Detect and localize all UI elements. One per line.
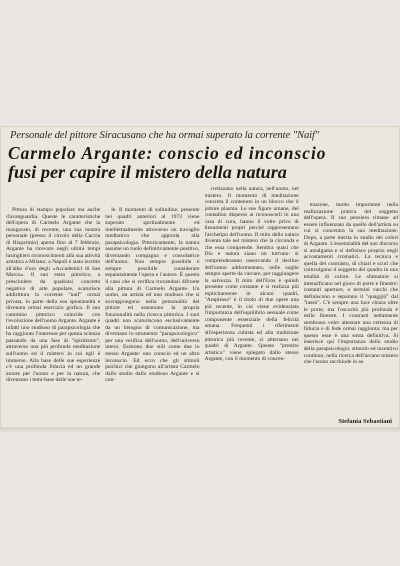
article-body (6, 186, 398, 418)
headline-line-1: Carmelo Argante: conscio ed inconscio (8, 143, 327, 163)
article-headline (8, 144, 398, 182)
paper-edge-shadow (0, 428, 400, 434)
newspaper-clipping (0, 126, 400, 428)
article-kicker: Personale del pittore Siracusano che ha ormai superato la corrente "Naif" (10, 130, 320, 141)
headline-line-2: fusi per capire il mistero della natura (8, 162, 287, 182)
article-column-3 (205, 186, 299, 418)
column-3-text: cretizzano nella natura, nell'uomo, nel mistero. Il momento di meditazione concreta il contenuto in un blocco che il pittore plasma. Le sue figure umane, del contadino disperso ai riconoscerli in una casa di cura, hanno il volto privo di lineamenti propri perché rappresentano l'archetipo dell'uomo. Il mito della natura diventa tale nel mistero che la circonda e che essa comprende. Sembra quasi che Dio e natura siano un tutt'uno: si comprenderanno osservando il declino dell'uomo addormentato, nelle soglie sempre aperte da varcare, per raggiungere la salvezza. Il mito dell'Eros è quindi presente come costante e si realizza più esplicitamente in alcuni quadri, "Amplesso" è il titolo di due opere una più recente, in cui viene evidenziata l'importanza dell'equilibrio sessuale come componente essenziale della felicità umana. Frequenti i riferimenti all'esperienza cubista ed alla tradizione pittorica più recente, si alternano nei quadri di Argante. Questo "prestito artistico" viene spiegato dallo stesso Argante, con il momento di concen- (204, 186, 299, 363)
column-4-text: trazione, molto importante nella realizzazione pratica del soggetto dell'opera. Il suo pensiero rimane ad essere influenzato da quello dell'artista su cui si concentra la sua meditazione. Dopo, a parte merita lo studio dei colori di Argante. L'essenzialità del suo discorso si amalgama e si definisce proprio negli accostamenti cromatici. La tecnica e quella del contrasto, di chiari e scuri che coinvolgono il soggetto del quadro in una totalità di calore. Le sfumature si intensificano nel gioco di porte e finestre: costanti aperture, o termini varchi che definiscono e separano il "quaggiù" dal "lassù". C'è sempre una luce chiara oltre le porte, ma l'oscurità più profonda è nelle finestre. I contrasti nettamente sembrano voler attestare una certezza di fiducia e di fede ormai raggiunta; ma per questo esse è una sosta definitiva. Si inserisce qui l'importanza dello studio della parapsicologia: stimolo ed incentivo continuo, nella ricerca dell'arcano mistero che l'uomo racchiude in se. (303, 202, 398, 366)
column-1-text: Pittura di stampo popolare ma anche d'avanguardia. Queste le caratteristiche dell'opera di Carmelo Argante che la inaugurato, di recente, una sua mostra personale (presso il circolo della Caccia di Risparmio) aperta fino al 7 febbraio. Argante ha ricevuto negli ultimi tempi lusinghieri riconoscimenti alla sua attività artistica a Milano; a Napoli è stato iscritto all'albo d'oro degli «Accademici di San Marco». Il suo estro pittorico, a prescindere da qualsiasi concetto negativo di arte popolare, scaturisce addirittura la corrente "naif" ormai privata, in parte della sua spontaneità e divenuta ormai esercizio grafico. Il suo cammino pittorico coincide con l'evoluzione dell'uomo Argante. Argante è infatti uno studioso di parapsicologia che ha raggiunto l'interesse per questa scienza passando da una fase di "spiritismo", attraverso una più profonda meditazione sull'uomo ed il mistero in cui egli è immerso. Alla base delle sue esperienze c'è una profonda fiducia ed un grande amore per l'uomo e per la natura, che diventano i temi-base delle sue te- (6, 207, 101, 384)
article-column-2 (105, 186, 199, 418)
article-column-4 (304, 186, 398, 418)
column-2-text: le. Il momento di solitudine, presente nei quadri anteriori al 1973 viene superato spiritualmente ed intellettualmente attraverso un travaglio meditativo che approda alla parapsicologia. Pittoricamente, la natura assume un ruolo definitivamente positivo, diventando compagna e consolatrice dell'uomo. Non sempre possibile è sempre possibile considerare separatamente l'opera e l'autore. È questo il caso che si verifica trovandosi difronte alla pittura di Carmelo Argante. Un uomo, un artista ed uno studioso che si sovrappongono nella personalità del pittore ed assumono la propria funzionalità nella ricerca pittorica. I suoi quadri non scaturiscono esclusivamente da un bisogno di comunicazione, ma diventano lo strumento "parapsicologico" per una verifica dell'uomo, dell'universo intero. Esistono due stili come due lo stesso Argante: uno conscio ed un altro inconscio. Ed ecco che gli stimoli psichici che giungono all'artista Carmelo dallo studio dallo studioso Argante e si con- (105, 207, 200, 384)
article-byline: Stefania Sebastiani (338, 418, 392, 425)
article-column-1 (6, 186, 100, 418)
